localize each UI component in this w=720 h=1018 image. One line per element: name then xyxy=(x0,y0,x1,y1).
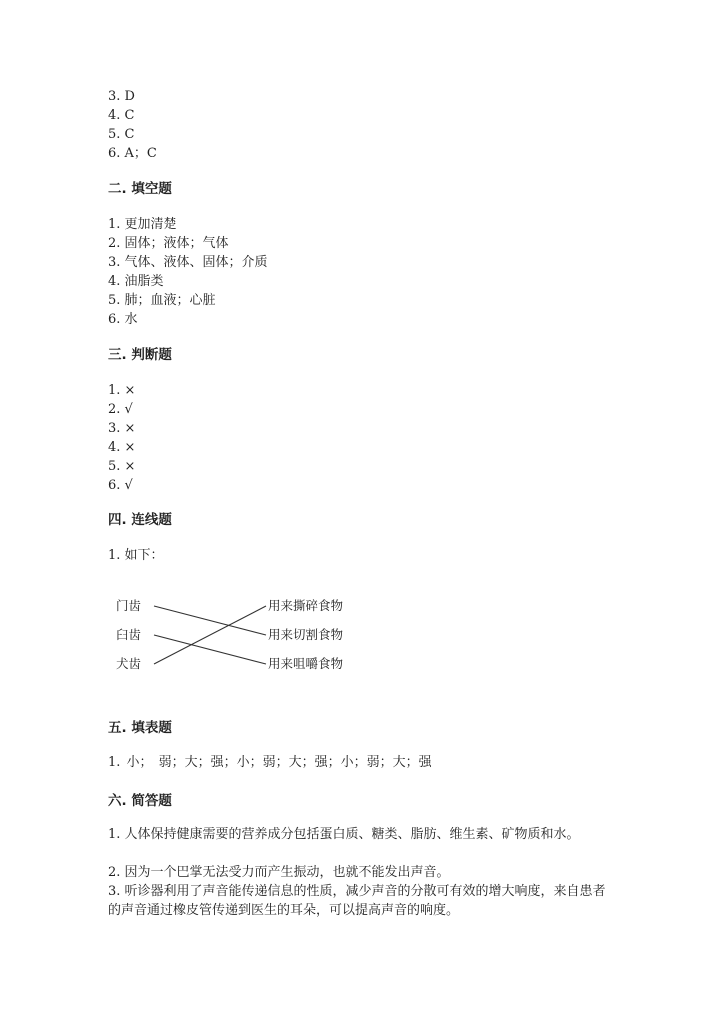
fill-blank-answer: 5. 肺；血液；心脏 xyxy=(108,293,216,308)
matching-left-label: 犬齿 xyxy=(116,656,142,671)
true-false-answer: 5. × xyxy=(108,459,136,474)
true-false-answer: 2. √ xyxy=(108,402,133,417)
matching-right-label: 用来咀嚼食物 xyxy=(268,656,344,671)
matching-left-label: 门齿 xyxy=(116,598,142,613)
matching-right-label: 用来撕碎食物 xyxy=(268,598,344,613)
short-answer-item: 2. 因为一个巴掌无法受力而产生振动，也就不能发出声音。 xyxy=(108,865,450,880)
matching-connector xyxy=(154,606,266,664)
fill-blank-answer: 6. 水 xyxy=(108,312,138,327)
matching-intro: 1. 如下： xyxy=(108,548,164,563)
section-heading-table-fill: 五. 填表题 xyxy=(108,720,172,736)
true-false-answer: 1. × xyxy=(108,383,136,398)
choice-answer: 6. A；C xyxy=(108,146,157,161)
fill-blank-answer: 2. 固体；液体；气体 xyxy=(108,236,229,251)
matching-right-label: 用来切割食物 xyxy=(268,627,344,642)
matching-left-label: 臼齿 xyxy=(116,627,142,642)
section-heading-true-false: 三. 判断题 xyxy=(108,347,172,363)
matching-connector xyxy=(154,606,266,635)
true-false-answer: 3. × xyxy=(108,421,136,436)
section-heading-short-answer: 六. 简答题 xyxy=(108,793,172,809)
short-answer-item: 3. 听诊器利用了声音能传递信息的性质，减少声音的分散可有效的增大响度，来自患者的声音通过橡皮管传递到医生的耳朵，可以提高声音的响度。 xyxy=(108,884,606,918)
choice-answer: 4. C xyxy=(108,108,135,123)
fill-blank-answer: 3. 气体、液体、固体；介质 xyxy=(108,255,268,270)
section-heading-matching: 四. 连线题 xyxy=(108,512,172,528)
short-answer-item: 1. 人体保持健康需要的营养成分包括蛋白质、糖类、脂肪、维生素、矿物质和水。 xyxy=(108,827,580,842)
fill-blank-answer: 4. 油脂类 xyxy=(108,274,164,289)
true-false-answer: 6. √ xyxy=(108,478,133,493)
section-heading-fill-blank: 二. 填空题 xyxy=(108,181,172,197)
true-false-answer: 4. × xyxy=(108,440,136,455)
fill-blank-answer: 1. 更加清楚 xyxy=(108,217,177,232)
matching-connector xyxy=(154,635,266,664)
choice-answer: 5. C xyxy=(108,127,135,142)
table-fill-answer: 1. 小； 弱；大；强；小；弱；大；强；小；弱；大；强 xyxy=(108,755,432,770)
choice-answer: 3. D xyxy=(108,89,135,104)
